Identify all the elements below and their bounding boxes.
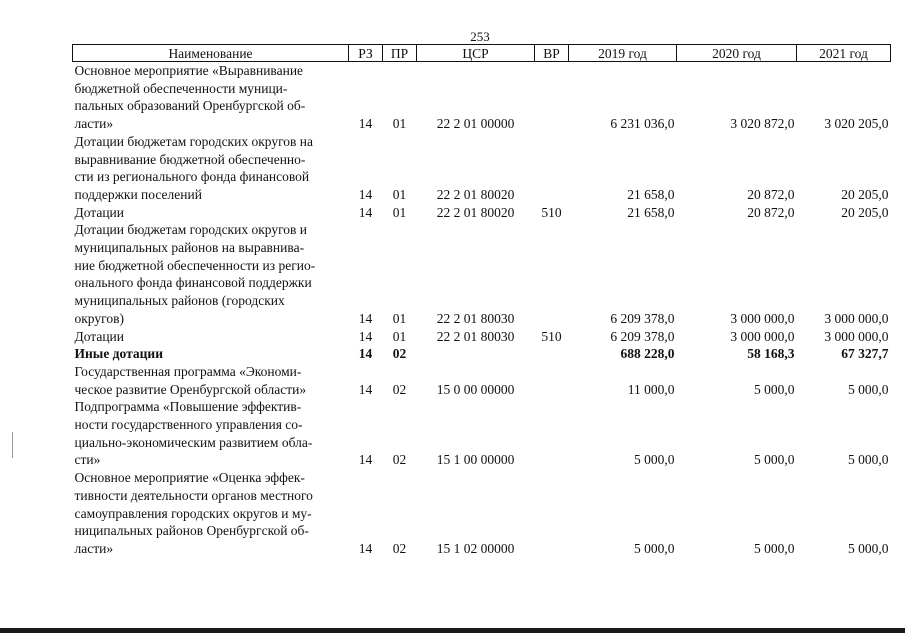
- row-name-line: Дотации бюджетам городских округов на: [74, 133, 314, 149]
- row-csr: 22 2 01 80020: [436, 186, 515, 202]
- row-pr: 01: [392, 186, 407, 202]
- row-name-line: Государственная программа «Экономи-: [74, 363, 302, 379]
- row-vr: 510: [541, 328, 562, 344]
- row-rz: 14: [358, 452, 373, 468]
- header-2021: 2021 год: [797, 45, 891, 62]
- row-csr: 22 2 01 80020: [436, 204, 515, 220]
- row-csr: 15 0 00 00000: [436, 381, 515, 397]
- header-2019: 2019 год: [569, 45, 677, 62]
- row-name: [73, 328, 349, 346]
- table-row: [73, 204, 891, 222]
- table-row: [73, 221, 891, 327]
- budget-table: [72, 44, 891, 558]
- row-name: [73, 345, 349, 363]
- row-2021: 5 000,0: [848, 452, 889, 468]
- row-2021: 20 205,0: [841, 186, 889, 202]
- row-2020: 3 020 872,0: [730, 116, 795, 132]
- row-name-line: сти из регионального фонда финансовой: [74, 169, 310, 185]
- row-2019: 11 000,0: [627, 381, 675, 397]
- header-pr: ПР: [383, 45, 417, 62]
- row-2019: 21 658,0: [627, 186, 675, 202]
- row-pr: 01: [392, 204, 407, 220]
- row-name-line: онального фонда финансовой поддержки: [74, 275, 312, 291]
- row-2021: 5 000,0: [848, 540, 889, 556]
- row-pr: 02: [392, 452, 407, 468]
- row-csr: 22 2 01 00000: [436, 116, 515, 132]
- row-pr: 01: [392, 328, 407, 344]
- row-name: [73, 398, 349, 469]
- table-row: [73, 62, 891, 133]
- row-rz: 14: [358, 116, 373, 132]
- row-name-line: ности государственного управления со-: [74, 417, 303, 433]
- header-2020: 2020 год: [677, 45, 797, 62]
- row-rz: 14: [358, 540, 373, 556]
- row-name-line: поддержки поселений: [74, 186, 202, 202]
- row-2019: 688 228,0: [620, 346, 675, 362]
- row-vr: 510: [541, 204, 562, 220]
- row-pr: 02: [392, 346, 407, 362]
- table-row: [73, 345, 891, 363]
- row-csr: 22 2 01 80030: [436, 310, 515, 326]
- row-vr: [535, 345, 569, 363]
- row-pr: 02: [392, 381, 407, 397]
- table-header-row: [73, 45, 891, 62]
- row-name-line: Основное мероприятие «Выравнивание: [74, 63, 304, 78]
- row-name: [73, 469, 349, 558]
- row-name-line: Дотации: [74, 204, 125, 220]
- row-name-line: Дотации: [74, 328, 125, 344]
- row-2020: 58 168,3: [747, 346, 795, 362]
- row-csr: [417, 345, 535, 363]
- row-2021: 20 205,0: [841, 204, 889, 220]
- row-rz: 14: [358, 204, 373, 220]
- row-rz: 14: [358, 346, 373, 362]
- row-name-line: циально-экономическим развитием обла-: [74, 434, 313, 450]
- row-vr: [535, 221, 569, 327]
- row-csr: 15 1 00 00000: [436, 452, 515, 468]
- table-row: [73, 363, 891, 398]
- table-row: [73, 398, 891, 469]
- header-rz: РЗ: [349, 45, 383, 62]
- row-2020: 5 000,0: [754, 452, 795, 468]
- header-vr: ВР: [535, 45, 569, 62]
- row-name: [73, 133, 349, 204]
- row-csr: 15 1 02 00000: [436, 540, 515, 556]
- row-2019: 6 231 036,0: [610, 116, 675, 132]
- row-name-line: ласти»: [74, 540, 114, 556]
- row-name-line: ческое развитие Оренбургской области»: [74, 381, 307, 397]
- row-name-line: бюджетной обеспеченности муници-: [74, 80, 288, 96]
- row-name: [73, 204, 349, 222]
- header-csr: ЦСР: [417, 45, 535, 62]
- row-name-line: муниципальных районов (городских: [74, 293, 285, 309]
- bottom-rule: [0, 628, 905, 633]
- table-body: [73, 62, 891, 558]
- row-rz: 14: [358, 381, 373, 397]
- table-row: [73, 328, 891, 346]
- row-name-line: ние бюджетной обеспеченности из регио-: [74, 257, 316, 273]
- row-pr: 01: [392, 116, 407, 132]
- row-2019: 5 000,0: [634, 540, 675, 556]
- row-2019: 6 209 378,0: [610, 328, 675, 344]
- row-name-line: Подпрограмма «Повышение эффектив-: [74, 399, 302, 415]
- row-name: [73, 221, 349, 327]
- scan-mark: [12, 432, 13, 458]
- row-name-line: округов): [74, 310, 124, 326]
- row-name-line: тивности деятельности органов местного: [74, 487, 313, 503]
- row-rz: 14: [358, 310, 373, 326]
- row-2020: 20 872,0: [747, 204, 795, 220]
- row-vr: [535, 469, 569, 558]
- row-vr: [535, 133, 569, 204]
- table-row: [73, 133, 891, 204]
- row-2019: 21 658,0: [627, 204, 675, 220]
- row-2021: 3 000 000,0: [824, 328, 889, 344]
- row-pr: 02: [392, 540, 407, 556]
- row-2020: 5 000,0: [754, 540, 795, 556]
- table-row: [73, 469, 891, 558]
- row-name-line: выравнивание бюджетной обеспеченно-: [74, 151, 306, 167]
- row-name-line: ласти»: [74, 116, 114, 132]
- row-csr: 22 2 01 80030: [436, 328, 515, 344]
- row-2021: 3 000 000,0: [824, 310, 889, 326]
- row-rz: 14: [358, 186, 373, 202]
- row-2021: 3 020 205,0: [824, 116, 889, 132]
- row-2019: 5 000,0: [634, 452, 675, 468]
- row-2020: 3 000 000,0: [730, 310, 795, 326]
- row-2020: 5 000,0: [754, 381, 795, 397]
- row-rz: 14: [358, 328, 373, 344]
- row-2020: 20 872,0: [747, 186, 795, 202]
- row-name: [73, 363, 349, 398]
- page-number: 253: [470, 29, 490, 44]
- row-2020: 3 000 000,0: [730, 328, 795, 344]
- row-vr: [535, 363, 569, 398]
- row-pr: 01: [392, 310, 407, 326]
- row-name-line: самоуправления городских округов и му-: [74, 505, 312, 521]
- row-name: [73, 62, 349, 133]
- row-name-line: Основное мероприятие «Оценка эффек-: [74, 470, 305, 486]
- row-vr: [535, 62, 569, 133]
- row-name-line: пальных образований Оренбургской об-: [74, 98, 306, 114]
- row-name-line: Дотации бюджетам городских округов и: [74, 222, 308, 238]
- row-name-line: ниципальных районов Оренбургской об-: [74, 523, 309, 539]
- row-2021: 5 000,0: [848, 381, 889, 397]
- row-name-line: муниципальных районов на выравнива-: [74, 240, 305, 256]
- row-2021: 67 327,7: [841, 346, 889, 362]
- row-name-line: Иные дотации: [74, 346, 163, 362]
- row-name-line: сти»: [74, 452, 101, 468]
- row-vr: [535, 398, 569, 469]
- row-2019: 6 209 378,0: [610, 310, 675, 326]
- header-name: Наименование: [73, 45, 349, 62]
